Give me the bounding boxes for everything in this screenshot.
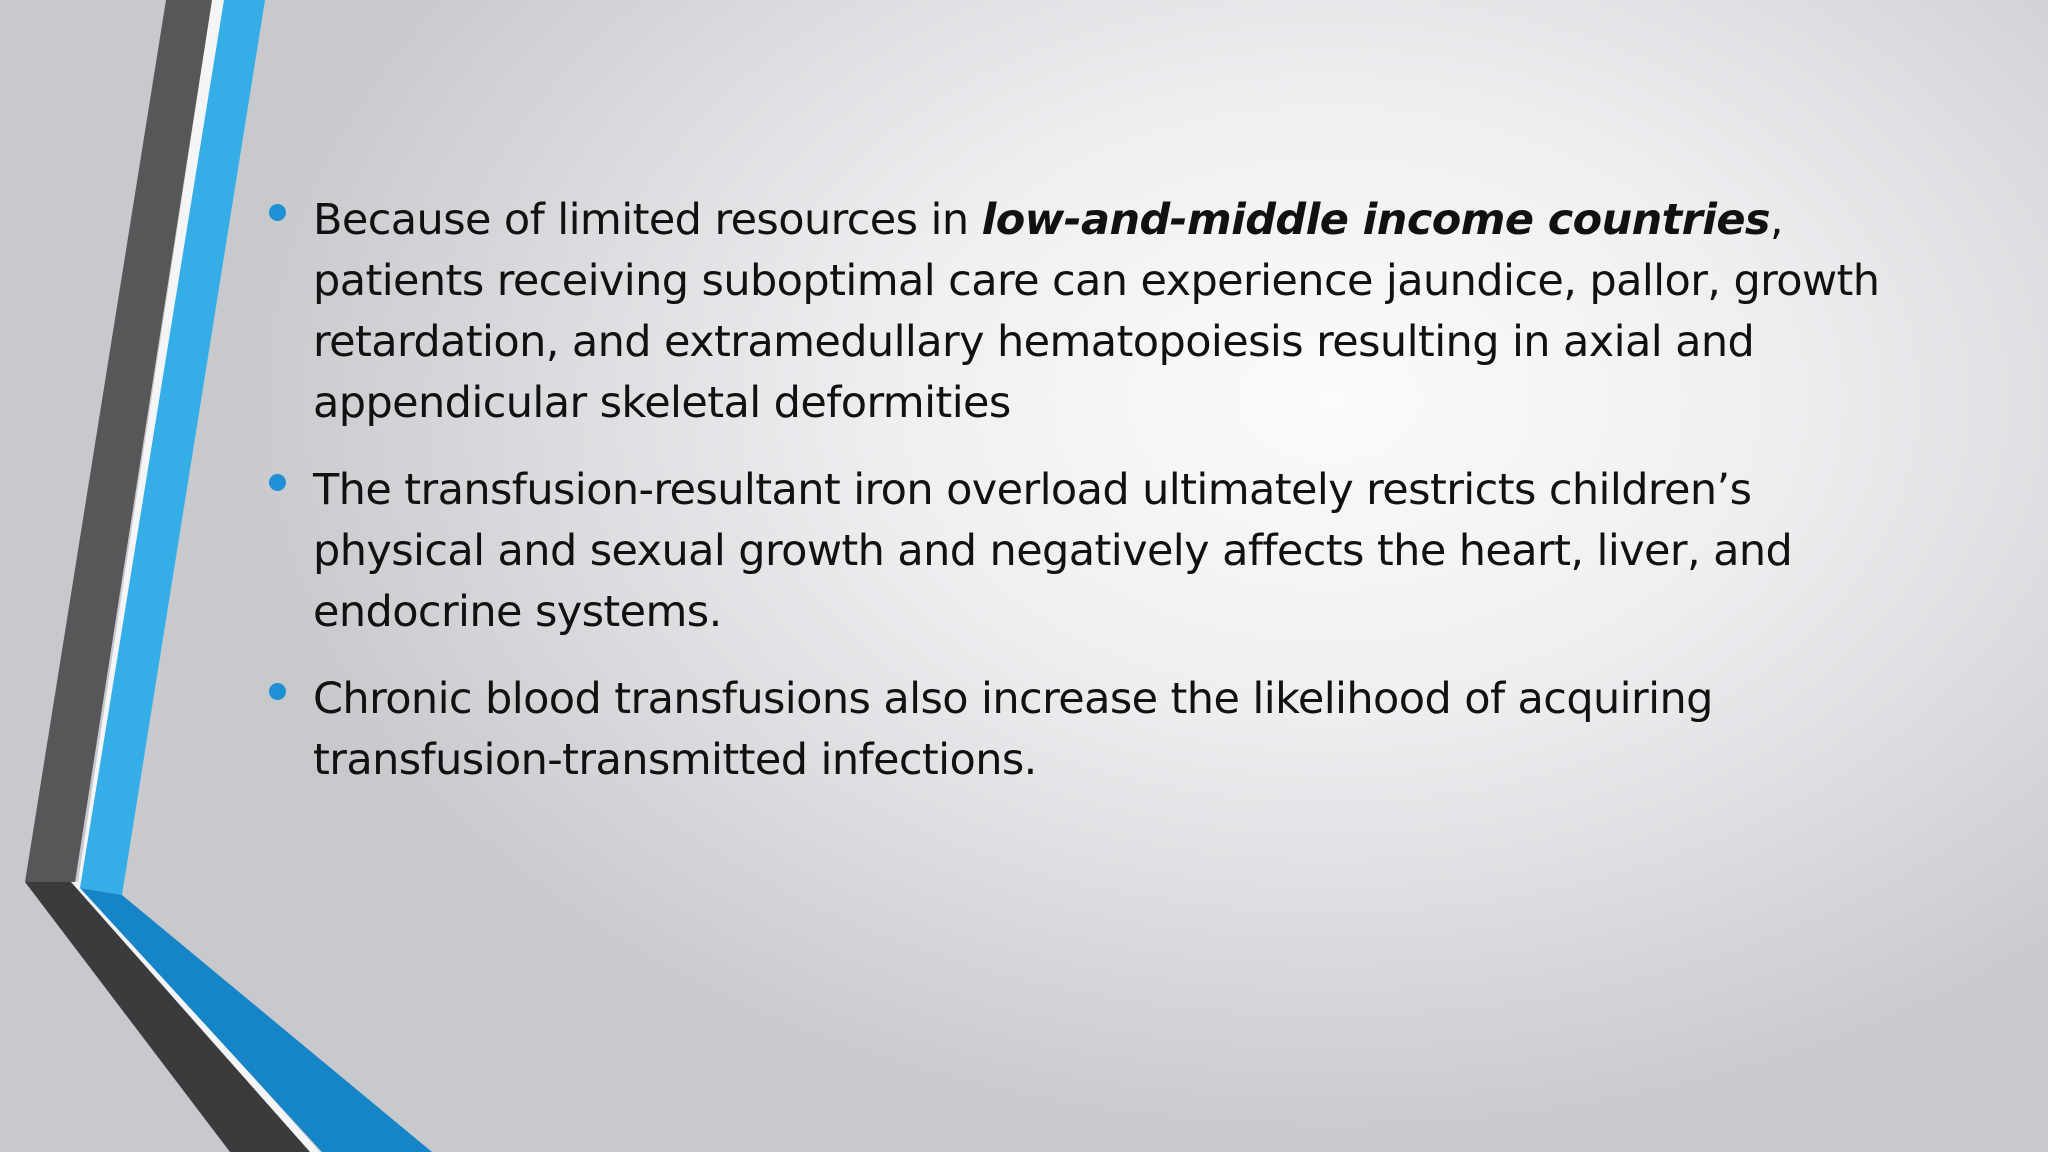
bullet-text: Chronic blood transfusions also increase the likelihood of acquiring transfusion-transmitted infections. bbox=[313, 674, 1713, 785]
bullet-item-resources bbox=[260, 190, 1900, 434]
slide-body bbox=[260, 190, 1900, 817]
bullet-text-continued: , patients receiving suboptimal care can experience jaundice, pallor, growth retardation, and extramedullary hematopoiesis resulting in axial and appendicular skeletal deformities bbox=[313, 195, 1880, 428]
bullet-emphasis: low-and-middle income countries bbox=[981, 195, 1770, 245]
bullet-marker bbox=[269, 204, 286, 221]
bullet-text: Because of limited resources in bbox=[313, 195, 982, 245]
bullet-text: The transfusion-resultant iron overload ultimately restricts children’s physical and sexual growth and negatively affects the heart, liver, and endocrine systems. bbox=[313, 465, 1793, 637]
bullet-item-iron-overload bbox=[260, 460, 1900, 643]
bullet-marker bbox=[269, 683, 286, 700]
bullet-item-infections bbox=[260, 669, 1900, 791]
bullet-list bbox=[260, 190, 1900, 791]
bullet-marker bbox=[269, 474, 286, 491]
